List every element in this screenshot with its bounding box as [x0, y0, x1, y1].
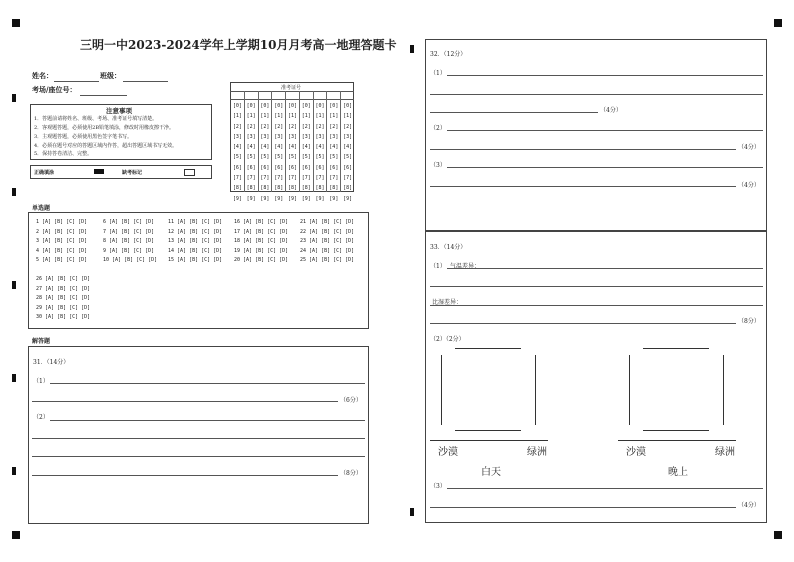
exam-id-digit-bubble[interactable]: [5]	[232, 154, 242, 161]
single-choice-item[interactable]: 23 [A] [B] [C] [D]	[300, 238, 355, 244]
class-field[interactable]	[123, 81, 168, 82]
single-choice-item[interactable]: 16 [A] [B] [C] [D]	[234, 219, 289, 225]
exam-id-digit-bubble[interactable]: [2]	[329, 123, 339, 130]
exam-id-digit-bubble[interactable]: [3]	[329, 133, 339, 140]
correct-fill-label: 正确填涂	[34, 170, 55, 176]
exam-id-digit-bubble[interactable]: [6]	[246, 164, 256, 171]
exam-id-digit-bubble[interactable]: [4]	[315, 144, 325, 151]
exam-id-digit-bubble[interactable]: [9]	[246, 195, 256, 202]
exam-id-digit-bubble[interactable]: [4]	[232, 144, 242, 151]
corner-mark-br	[774, 531, 782, 539]
q32-part1-score: （4分）	[600, 107, 622, 114]
answer-line[interactable]	[50, 383, 365, 384]
exam-id-digit-bubble[interactable]: [4]	[329, 144, 339, 151]
notice-item: 5．保持答卷清洁、完整。	[34, 151, 93, 157]
q33-humidity-label: 比湿差异：	[432, 299, 463, 306]
exam-id-digit-bubble[interactable]: [3]	[274, 133, 284, 140]
exam-id-digit-column[interactable]	[232, 101, 243, 204]
night-diagram-top	[643, 348, 709, 349]
exam-id-divider	[230, 91, 354, 92]
exam-id-divider	[230, 99, 354, 100]
answer-line[interactable]	[447, 488, 763, 489]
answer-line[interactable]	[32, 438, 365, 439]
exam-id-digit-bubble[interactable]: [9]	[260, 195, 270, 202]
exam-id-digit-bubble[interactable]: [2]	[301, 123, 311, 130]
q31-part1-score: （6分）	[340, 397, 362, 404]
q32-part2: （2）	[430, 125, 446, 132]
exam-id-digit-bubble[interactable]: [1]	[246, 113, 256, 120]
exam-id-digit-column[interactable]	[273, 101, 284, 204]
missing-mark-checkbox[interactable]	[184, 169, 195, 176]
exam-id-digit-bubble[interactable]: [6]	[260, 164, 270, 171]
q32-part3-score: （4分）	[738, 182, 760, 189]
night-desert-label: 沙漠	[626, 447, 646, 458]
single-choice-item[interactable]: 24 [A] [B] [C] [D]	[300, 247, 355, 254]
single-choice-item[interactable]: 12 [A] [B] [C] [D]	[168, 228, 223, 235]
answer-line[interactable]	[447, 268, 763, 269]
exam-id-digit-column[interactable]	[246, 101, 257, 204]
exam-id-digit-bubble[interactable]: [9]	[232, 195, 242, 202]
answer-line[interactable]	[447, 130, 763, 131]
timing-mark	[12, 281, 16, 289]
exam-id-label: 准考证号	[281, 85, 302, 91]
exam-id-column-divider	[299, 91, 300, 192]
class-label: 班级：	[100, 71, 121, 80]
answer-line[interactable]	[430, 305, 763, 306]
exam-id-column-divider	[271, 91, 272, 192]
single-choice-item[interactable]: 9 [A] [B] [C] [D]	[103, 247, 155, 254]
day-desert-label: 沙漠	[438, 447, 458, 458]
single-choice-item[interactable]: 1 [A] [B] [C] [D]	[36, 219, 88, 225]
timing-mark	[12, 94, 16, 102]
exam-id-digit-bubble[interactable]: [8]	[287, 185, 297, 192]
single-choice-item[interactable]: 5 [A] [B] [C] [D]	[36, 257, 88, 263]
missing-mark-label: 缺考标记	[122, 170, 143, 176]
answer-line[interactable]	[447, 75, 763, 76]
exam-id-digit-bubble[interactable]: [1]	[287, 113, 297, 120]
exam-id-digit-bubble[interactable]: [1]	[274, 113, 284, 120]
exam-id-digit-bubble[interactable]: [4]	[287, 144, 297, 151]
q32-part3: （3）	[430, 162, 446, 169]
exam-id-digit-bubble[interactable]: [9]	[274, 195, 284, 202]
single-choice-item[interactable]: 7 [A] [B] [C] [D]	[103, 228, 155, 235]
exam-id-digit-bubble[interactable]: [0]	[329, 103, 339, 109]
exam-id-digit-bubble[interactable]: [3]	[260, 133, 270, 140]
exam-id-digit-column[interactable]	[260, 101, 271, 204]
exam-id-digit-bubble[interactable]: [8]	[260, 185, 270, 192]
timing-mark	[12, 467, 16, 475]
answer-line[interactable]	[430, 94, 763, 95]
q32-part1: （1）	[430, 70, 446, 77]
single-choice-item[interactable]: 30 [A] [B] [C] [D]	[36, 314, 91, 320]
exam-id-digit-bubble[interactable]: [0]	[315, 103, 325, 109]
exam-id-column-divider	[313, 91, 314, 192]
notice-item: 1．答题前请将姓名、班级、考场、准考证号填写清楚。	[34, 116, 158, 122]
single-choice-item[interactable]: 21 [A] [B] [C] [D]	[300, 219, 355, 225]
single-choice-item[interactable]: 19 [A] [B] [C] [D]	[234, 247, 289, 254]
exam-id-digit-bubble[interactable]: [5]	[246, 154, 256, 161]
exam-id-digit-bubble[interactable]: [8]	[315, 185, 325, 192]
single-choice-item[interactable]: 11 [A] [B] [C] [D]	[168, 219, 223, 225]
q31-part2-score: （8分）	[340, 470, 362, 477]
single-choice-item[interactable]: 27 [A] [B] [C] [D]	[36, 285, 91, 292]
exam-id-digit-bubble[interactable]: [6]	[274, 164, 284, 171]
corner-mark-bl	[12, 531, 20, 539]
room-seat-field[interactable]	[80, 95, 127, 96]
single-choice-item[interactable]: 14 [A] [B] [C] [D]	[168, 247, 223, 254]
exam-id-digit-bubble[interactable]: [2]	[343, 123, 353, 130]
exam-id-digit-bubble[interactable]: [5]	[315, 154, 325, 161]
q33-part2: （2）（2分）	[430, 336, 465, 343]
q33-part1: （1）	[430, 263, 446, 270]
exam-id-digit-bubble[interactable]: [2]	[232, 123, 242, 130]
q33-label: 33．（14分）	[430, 244, 467, 251]
exam-id-digit-bubble[interactable]: [6]	[343, 164, 353, 171]
timing-mark	[410, 45, 414, 53]
exam-id-digit-bubble[interactable]: [2]	[287, 123, 297, 130]
notice-heading: 注意事项	[106, 107, 132, 115]
exam-id-digit-bubble[interactable]: [4]	[274, 144, 284, 151]
page-title: 三明一中2023-2024学年上学期10月月考高一地理答题卡	[80, 38, 397, 52]
exam-id-column-divider	[258, 91, 259, 192]
q32-label: 32．（12分）	[430, 51, 467, 58]
exam-id-digit-column[interactable]	[328, 101, 339, 204]
exam-id-digit-bubble[interactable]: [9]	[329, 195, 339, 202]
exam-id-digit-bubble[interactable]: [8]	[274, 185, 284, 192]
exam-id-digit-bubble[interactable]: [4]	[246, 144, 256, 151]
single-choice-item[interactable]: 2 [A] [B] [C] [D]	[36, 228, 88, 235]
exam-id-digit-bubble[interactable]: [7]	[260, 175, 270, 182]
exam-id-digit-bubble[interactable]: [1]	[301, 113, 311, 120]
name-label: 姓名：	[32, 71, 53, 80]
exam-id-digit-bubble[interactable]: [4]	[301, 144, 311, 151]
exam-id-digit-bubble[interactable]: [3]	[315, 133, 325, 140]
answer-line[interactable]	[430, 186, 736, 187]
exam-id-digit-column[interactable]	[287, 101, 298, 204]
exam-id-digit-bubble[interactable]: [3]	[301, 133, 311, 140]
q33-part3-score: （4分）	[738, 502, 760, 509]
exam-id-digit-bubble[interactable]: [5]	[274, 154, 284, 161]
exam-id-digit-bubble[interactable]: [2]	[315, 123, 325, 130]
exam-id-digit-bubble[interactable]: [7]	[343, 175, 353, 182]
essay-heading: 解答题	[32, 338, 51, 345]
exam-id-digit-bubble[interactable]: [9]	[287, 195, 297, 202]
exam-id-column-divider	[340, 91, 341, 192]
day-diagram-right	[535, 355, 536, 425]
exam-id-digit-bubble[interactable]: [9]	[343, 195, 353, 202]
exam-id-digit-bubble[interactable]: [6]	[329, 164, 339, 171]
exam-id-digit-bubble[interactable]: [2]	[246, 123, 256, 130]
exam-id-digit-column[interactable]	[315, 101, 326, 204]
exam-id-digit-bubble[interactable]: [4]	[260, 144, 270, 151]
exam-id-digit-bubble[interactable]: [0]	[232, 103, 242, 109]
exam-id-digit-column[interactable]	[342, 101, 353, 204]
answer-line[interactable]	[447, 167, 763, 168]
single-choice-item[interactable]: 17 [A] [B] [C] [D]	[234, 228, 289, 235]
answer-line[interactable]	[430, 149, 736, 150]
answer-line[interactable]	[32, 456, 365, 457]
answer-line[interactable]	[430, 112, 598, 113]
exam-id-digit-bubble[interactable]: [0]	[260, 103, 270, 109]
day-oasis-label: 绿洲	[527, 447, 547, 458]
exam-id-digit-bubble[interactable]: [8]	[246, 185, 256, 192]
exam-id-digit-bubble[interactable]: [1]	[343, 113, 353, 120]
exam-id-digit-bubble[interactable]: [1]	[232, 113, 242, 120]
exam-id-column-divider	[244, 91, 245, 192]
exam-id-digit-bubble[interactable]: [9]	[315, 195, 325, 202]
exam-id-column-divider	[326, 91, 327, 192]
exam-id-digit-bubble[interactable]: [6]	[287, 164, 297, 171]
q31-label: 31．（14分）	[33, 359, 70, 366]
exam-id-digit-bubble[interactable]: [3]	[287, 133, 297, 140]
day-diagram-left	[441, 355, 442, 425]
exam-id-digit-bubble[interactable]: [3]	[246, 133, 256, 140]
exam-id-digit-bubble[interactable]: [0]	[287, 103, 297, 109]
exam-id-column-divider	[285, 91, 286, 192]
night-oasis-label: 绿洲	[715, 447, 735, 458]
single-choice-item[interactable]: 28 [A] [B] [C] [D]	[36, 295, 91, 301]
exam-id-digit-bubble[interactable]: [8]	[301, 185, 311, 192]
timing-mark	[12, 374, 16, 382]
corner-mark-tl	[12, 19, 20, 27]
single-choice-item[interactable]: 6 [A] [B] [C] [D]	[103, 219, 155, 225]
exam-id-digit-bubble[interactable]: [7]	[274, 175, 284, 182]
day-diagram-top	[455, 348, 521, 349]
q31-box	[28, 346, 369, 524]
q32-part2-score: （4分）	[738, 144, 760, 151]
exam-id-digit-bubble[interactable]: [8]	[329, 185, 339, 192]
corner-mark-tr	[774, 19, 782, 27]
day-label: 白天	[481, 467, 501, 478]
exam-id-digit-bubble[interactable]: [2]	[260, 123, 270, 130]
night-label: 晚上	[668, 467, 688, 478]
notice-item: 2．客观题答题，必须使用2B铅笔填涂，修改时用橡皮擦干净。	[34, 125, 175, 131]
answer-line[interactable]	[430, 286, 763, 287]
night-diagram-ground	[618, 440, 736, 441]
exam-id-digit-bubble[interactable]: [3]	[343, 133, 353, 140]
exam-id-digit-bubble[interactable]: [7]	[287, 175, 297, 182]
exam-id-digit-bubble[interactable]: [0]	[246, 103, 256, 109]
room-seat-label: 考场/座位号：	[32, 85, 77, 94]
single-choice-item[interactable]: 22 [A] [B] [C] [D]	[300, 228, 355, 235]
single-choice-item[interactable]: 3 [A] [B] [C] [D]	[36, 238, 88, 244]
correct-fill-sample	[94, 169, 104, 174]
exam-id-digit-bubble[interactable]: [4]	[343, 144, 353, 151]
exam-id-digit-bubble[interactable]: [9]	[301, 195, 311, 202]
answer-line[interactable]	[32, 475, 338, 476]
day-diagram-bottom	[455, 430, 521, 431]
exam-id-digit-bubble[interactable]: [7]	[232, 175, 242, 182]
exam-id-digit-bubble[interactable]: [1]	[329, 113, 339, 120]
night-diagram-left	[629, 355, 630, 425]
exam-id-digit-bubble[interactable]: [5]	[301, 154, 311, 161]
exam-id-digit-bubble[interactable]: [7]	[315, 175, 325, 182]
exam-id-digit-bubble[interactable]: [1]	[315, 113, 325, 120]
exam-id-digit-bubble[interactable]: [7]	[329, 175, 339, 182]
notice-item: 4．必须在题号对应的答题区域内作答，超出答题区域书写无效。	[34, 143, 178, 149]
q33-temp-label: 气温差异：	[450, 263, 481, 270]
exam-id-digit-bubble[interactable]: [8]	[232, 185, 242, 192]
q31-part1: （1）	[33, 378, 49, 385]
exam-id-digit-bubble[interactable]: [0]	[343, 103, 353, 109]
single-choice-item[interactable]: 25 [A] [B] [C] [D]	[300, 257, 355, 263]
single-choice-item[interactable]: 26 [A] [B] [C] [D]	[36, 276, 91, 282]
answer-line[interactable]	[50, 420, 365, 421]
exam-id-digit-bubble[interactable]: [6]	[315, 164, 325, 171]
single-choice-item[interactable]: 4 [A] [B] [C] [D]	[36, 247, 88, 254]
exam-id-digit-column[interactable]	[301, 101, 312, 204]
exam-id-digit-bubble[interactable]: [2]	[274, 123, 284, 130]
single-choice-item[interactable]: 20 [A] [B] [C] [D]	[234, 257, 289, 263]
q31-part2: （2）	[33, 414, 49, 421]
notice-item: 3．主观题答题，必须使用黑色签字笔书写。	[34, 134, 133, 140]
single-choice-item[interactable]: 15 [A] [B] [C] [D]	[168, 257, 223, 263]
day-diagram-ground	[430, 440, 548, 441]
exam-id-digit-bubble[interactable]: [1]	[260, 113, 270, 120]
single-choice-item[interactable]: 10 [A] [B] [C] [D]	[103, 257, 158, 263]
exam-id-digit-bubble[interactable]: [5]	[287, 154, 297, 161]
exam-id-digit-bubble[interactable]: [6]	[301, 164, 311, 171]
single-choice-item[interactable]: 29 [A] [B] [C] [D]	[36, 304, 91, 311]
single-choice-item[interactable]: 8 [A] [B] [C] [D]	[103, 238, 155, 244]
exam-id-digit-bubble[interactable]: [0]	[274, 103, 284, 109]
exam-id-digit-bubble[interactable]: [6]	[232, 164, 242, 171]
timing-mark	[410, 508, 414, 516]
timing-mark	[12, 188, 16, 196]
exam-id-digit-bubble[interactable]: [8]	[343, 185, 353, 192]
night-diagram-bottom	[643, 430, 709, 431]
answer-line[interactable]	[430, 507, 736, 508]
name-field[interactable]	[54, 81, 99, 82]
single-choice-heading: 单选题	[32, 205, 51, 212]
night-diagram-right	[723, 355, 724, 425]
q33-part3: （3）	[430, 483, 446, 490]
q32-box	[425, 39, 767, 231]
q33-part1-score: （8分）	[738, 318, 760, 325]
exam-id-digit-bubble[interactable]: [7]	[301, 175, 311, 182]
exam-id-digit-bubble[interactable]: [7]	[246, 175, 256, 182]
answer-line[interactable]	[430, 323, 736, 324]
exam-id-digit-bubble[interactable]: [3]	[232, 133, 242, 140]
exam-id-digit-bubble[interactable]: [5]	[343, 154, 353, 161]
single-choice-item[interactable]: 18 [A] [B] [C] [D]	[234, 238, 289, 244]
single-choice-item[interactable]: 13 [A] [B] [C] [D]	[168, 238, 223, 244]
exam-id-digit-bubble[interactable]: [5]	[329, 154, 339, 161]
answer-line[interactable]	[32, 401, 338, 402]
exam-id-digit-bubble[interactable]: [0]	[301, 103, 311, 109]
q33-box	[425, 231, 767, 523]
exam-id-digit-bubble[interactable]: [5]	[260, 154, 270, 161]
